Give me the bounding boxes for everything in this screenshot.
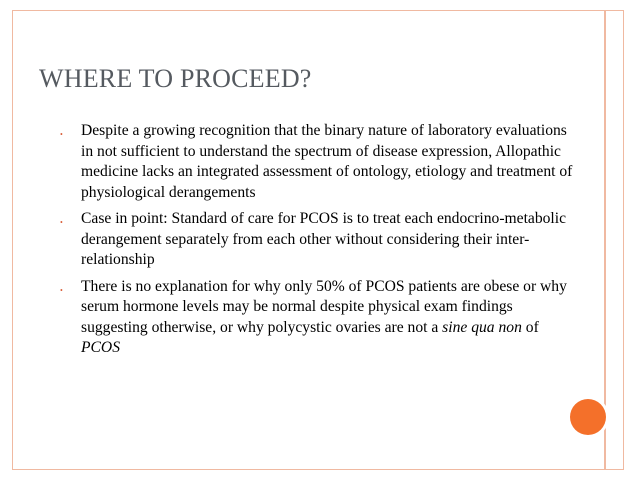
bullet-text: Case in point: Standard of care for PCOS is to treat each endocrino-metabolic derangement separately from each other without considering their inter-relationship	[81, 210, 566, 268]
bullet-list	[60, 121, 580, 365]
bullet-text: Despite a growing recognition that the binary nature of laboratory evaluations in not sufficient to understand the spectrum of disease expression, Allopathic medicine lacks an integrated assessment of ontology, etiology and treatment of physiological derangements	[81, 122, 573, 201]
bullet-icon: •	[60, 130, 63, 139]
vertical-rule	[604, 10, 606, 470]
bullet-item	[60, 277, 580, 359]
bullet-icon: •	[60, 285, 63, 295]
bullet-icon: •	[60, 218, 63, 227]
bullet-text-italic: PCOS	[81, 339, 120, 356]
decorative-circle	[570, 399, 606, 435]
slide-title: WHERE TO PROCEED?	[39, 64, 312, 93]
bullet-item	[60, 209, 580, 271]
bullet-text-italic: sine qua non	[442, 318, 522, 336]
bullet-text	[81, 278, 567, 357]
bullet-text-part: of	[521, 318, 539, 336]
bullet-item	[60, 121, 580, 203]
bullet-text-part: There is no explanation for why only 50% of PCOS patients are obese or why serum hormone levels may be normal despite physical exam findings suggesting otherwise, or why polycystic ovaries are not a	[81, 277, 567, 336]
